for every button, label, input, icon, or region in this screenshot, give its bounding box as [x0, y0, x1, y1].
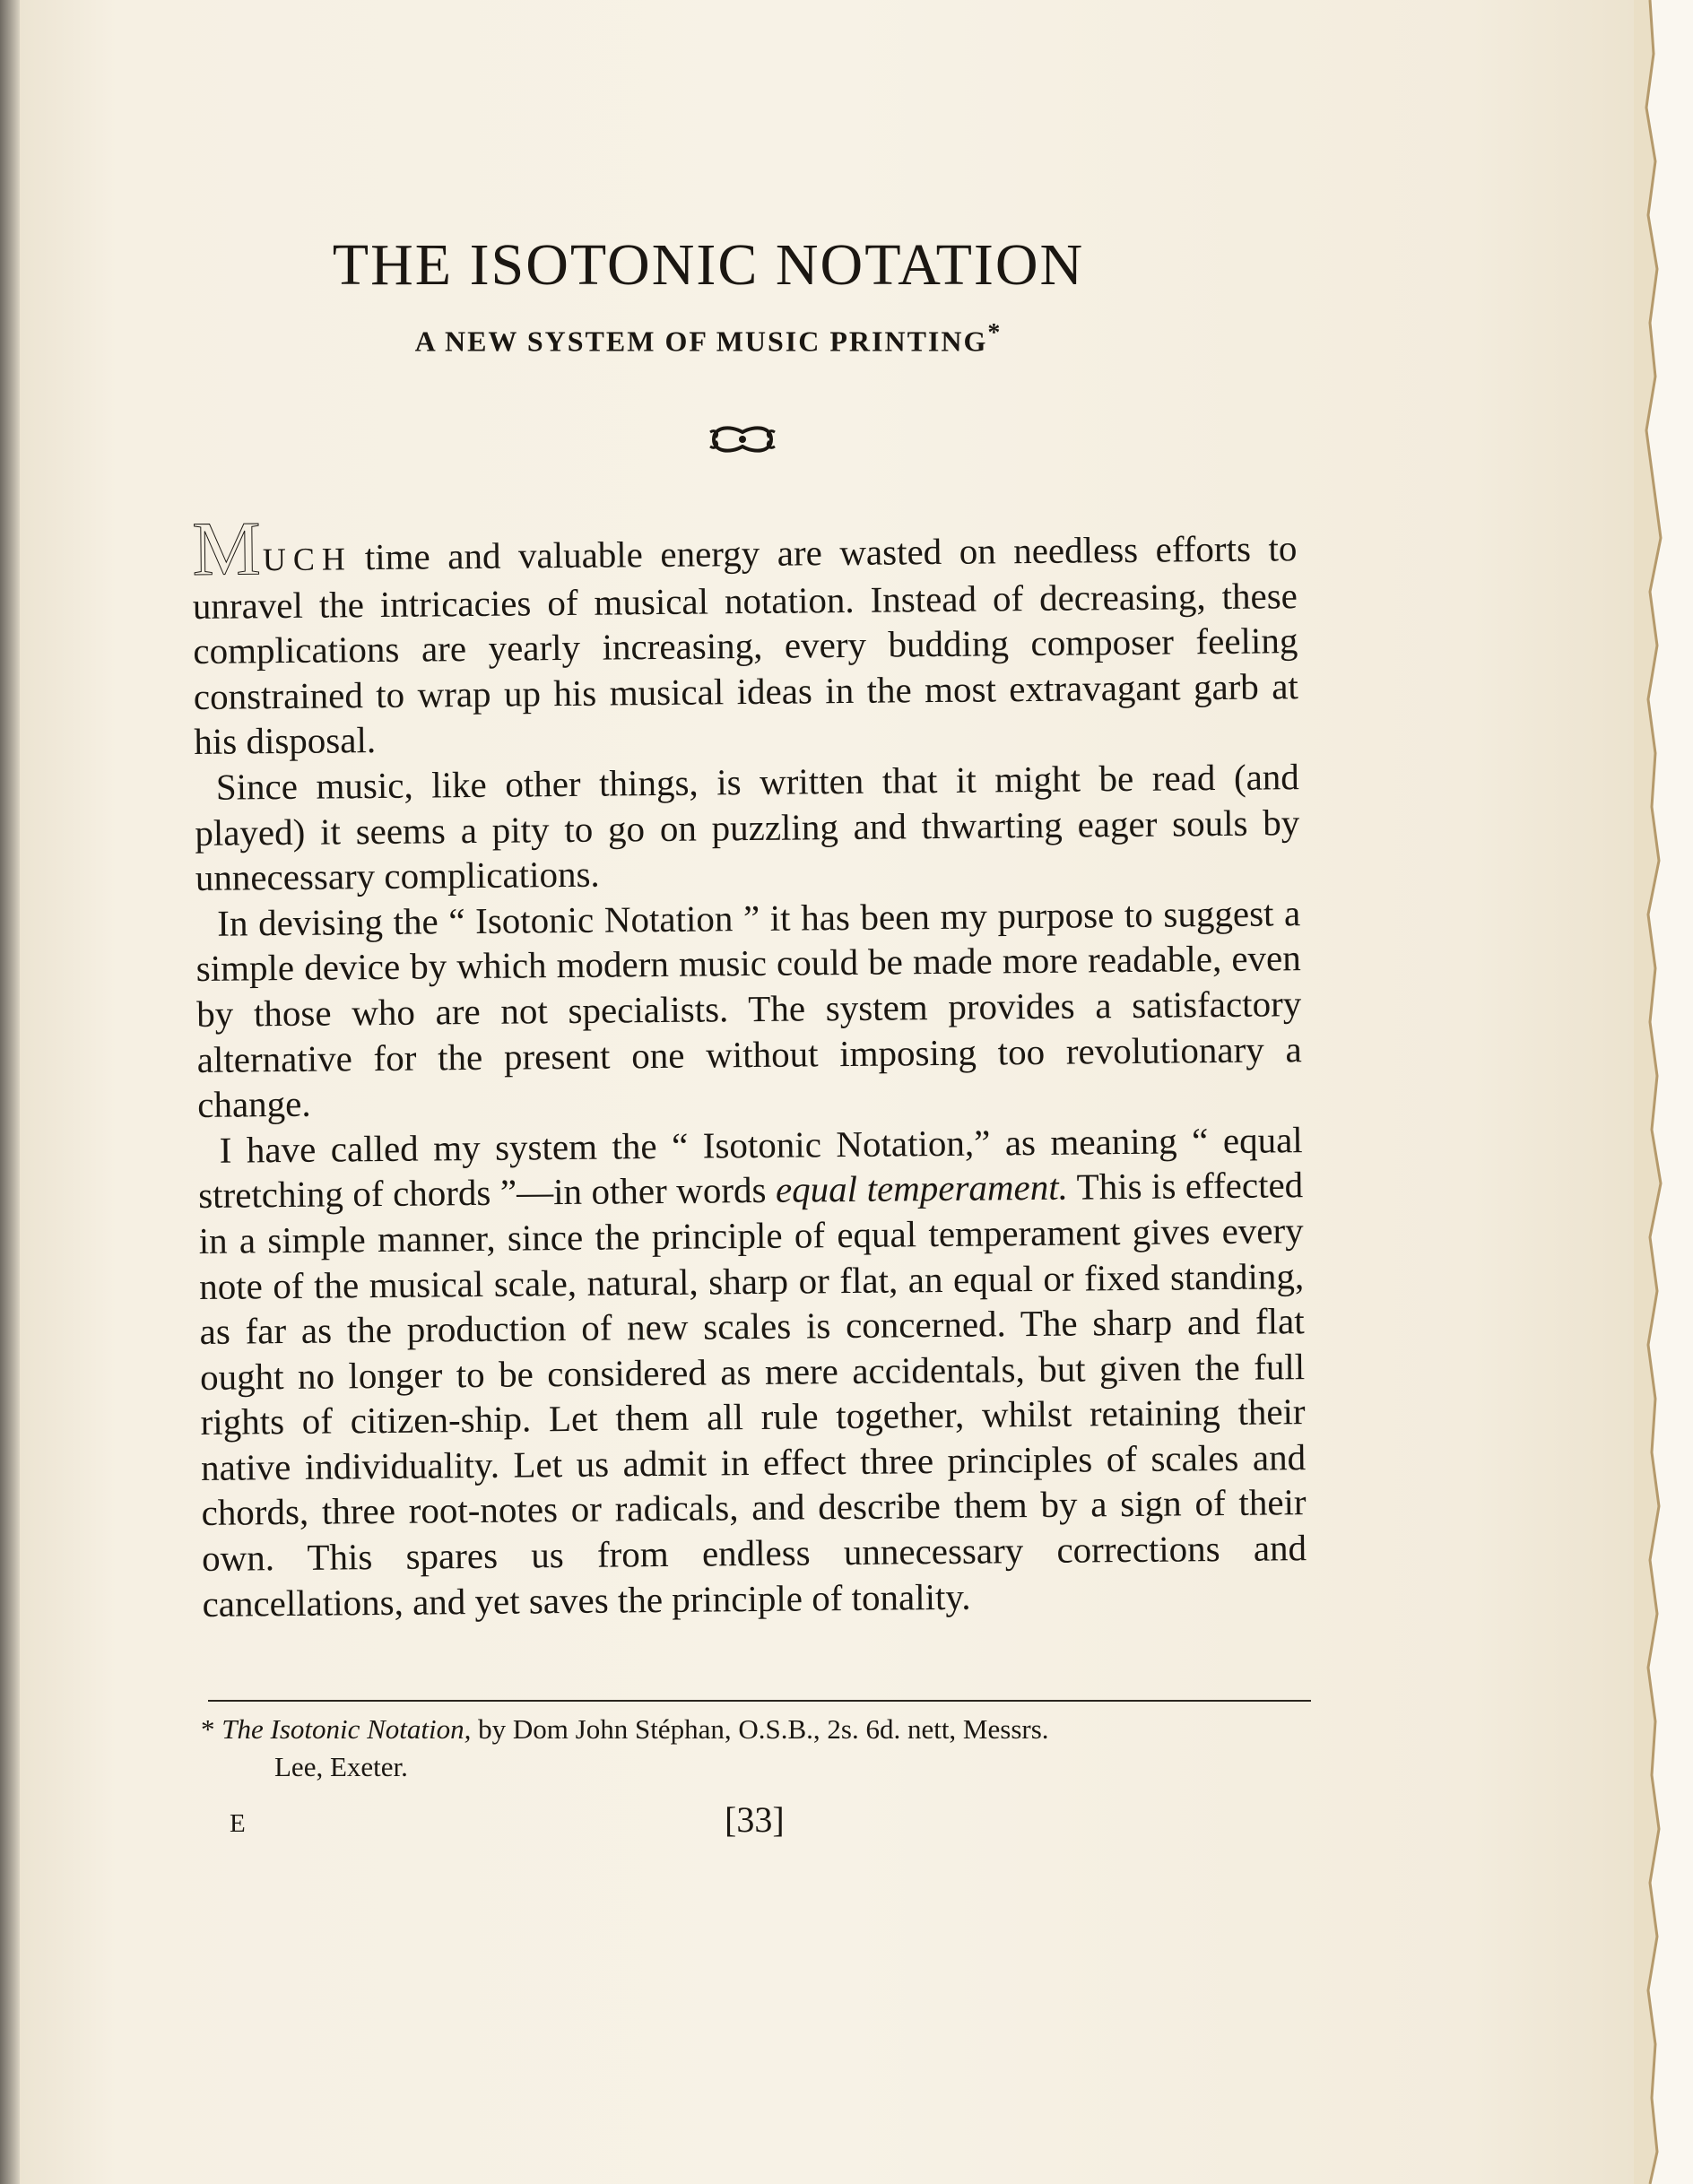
footnote [201, 1711, 1322, 1786]
footnote-marker: * [201, 1713, 215, 1745]
footnote-italic-title: The Isotonic Notation, [221, 1713, 472, 1745]
signature-mark: E [230, 1809, 246, 1838]
footnote-reference-mark: * [987, 319, 1003, 347]
footnote-text: by Dom John Stéphan, O.S.B., 2s. 6d. nett, Messrs. [471, 1713, 1049, 1745]
body-text [191, 505, 1307, 1626]
paragraph-3: In devising the “ Isotonic Notation ” it has been my purpose to suggest a simple device by which modern music could be made more readable, even by those who are not specialists. The system provides a satisfactory alternative for the present one without imposing too revolutionary a change. [195, 891, 1302, 1126]
paragraph-1-text: time and valuable energy are wasted on needless efforts to unravel the intricacies of musical notation. Instead of decreasing, these complications are yearly increasing, every budding composer feeling constrained to wrap up his musical ideas in the most extravagant garb at his disposal. [192, 527, 1299, 763]
opening-small-caps: UCH [262, 541, 353, 578]
footnote-rule [208, 1700, 1311, 1702]
subtitle-text: A NEW SYSTEM OF MUSIC PRINTING [414, 325, 988, 358]
paragraph-1 [191, 505, 1299, 765]
page-subtitle [350, 319, 1067, 359]
page-number: [33] [725, 1799, 785, 1840]
paragraph-4-italic: equal temperament. [775, 1166, 1069, 1211]
paragraph-4-rest: This is effected in a simple manner, since the principle of equal temperament gives every note of the musical scale, natural, sharp or flat, an equal or fixed standing, as far as the production of new scales is concerned. The sharp and flat ought no longer to be considered as mere accidentals, but given the full rights of citizen-ship. Let them all rule together, whilst retaining their native individuality. Let us admit in effect three principles of scales and chords, three root-notes or radicals, and describe them by a sign of their own. This spares us from endless unnecessary corrections and cancellations, and yet saves the principle of tonality. [198, 1164, 1307, 1625]
paragraph-4 [197, 1117, 1307, 1626]
drop-cap: M [191, 505, 262, 592]
footnote-line-2: Lee, Exeter. [274, 1751, 408, 1782]
book-gutter [0, 0, 20, 2184]
fleuron-ornament-icon [707, 420, 778, 459]
paragraph-2: Since music, like other things, is written that it might be read (and played) it seems a pity to go on puzzling and thwarting eager souls by unnecessary complications. [195, 756, 1300, 899]
paragraph-4-start: I have called my system the “ Isotonic Notation,” as meaning “ equal stretching of chords ”—in other words [197, 1118, 1303, 1217]
deckled-edge [1634, 0, 1693, 2184]
page-title: THE ISOTONIC NOTATION [332, 232, 1085, 298]
deckle-edge-shape [1634, 0, 1693, 2184]
